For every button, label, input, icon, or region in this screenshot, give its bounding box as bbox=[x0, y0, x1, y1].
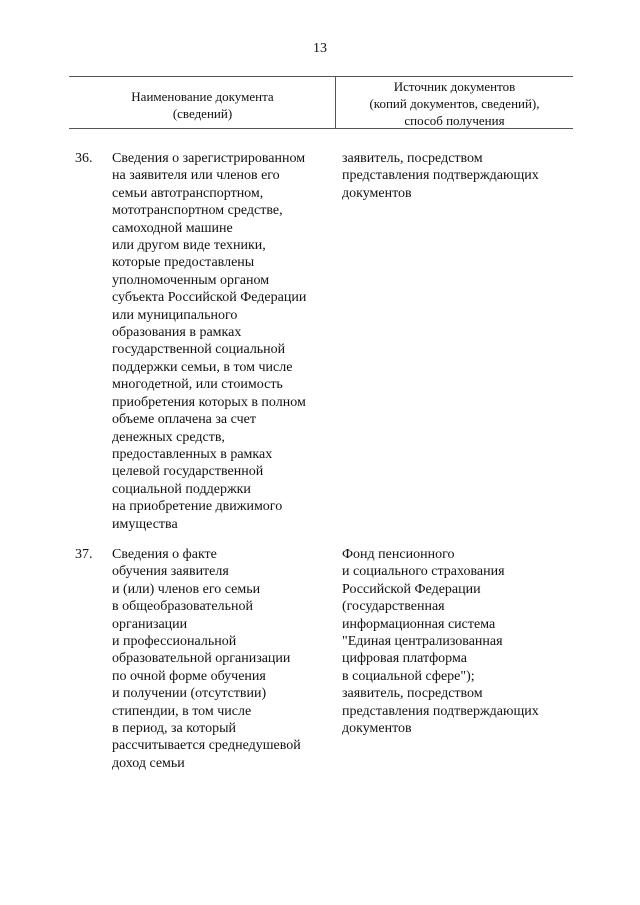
row-36-name-line: социальной поддержки bbox=[112, 481, 251, 497]
row-36-name-line: образования в рамках bbox=[112, 325, 242, 341]
row-36-source-line: документов bbox=[342, 185, 412, 201]
header-document-source bbox=[336, 78, 573, 129]
row-37-source-line: и социального страхования bbox=[342, 564, 505, 580]
row-37-source-line: документов bbox=[342, 721, 412, 737]
row-36-name-line: мототранспортном средстве, bbox=[112, 203, 283, 219]
row-36-name-line: на заявителя или членов его bbox=[112, 168, 280, 184]
row-36-number: 36. bbox=[75, 151, 93, 166]
row-37-source-line: Фонд пенсионного bbox=[342, 547, 455, 562]
row-37-source-line: цифровая платформа bbox=[342, 651, 467, 667]
row-37-source-line: "Единая централизованная bbox=[342, 634, 503, 650]
row-36-name-line: самоходной машине bbox=[112, 220, 233, 236]
row-36-source-line: представления подтверждающих bbox=[342, 168, 539, 184]
row-37-name-line: Сведения о факте bbox=[112, 547, 217, 562]
header-document-source-line: Источник документов bbox=[393, 79, 516, 94]
header-document-source-line: способ получения bbox=[404, 113, 505, 128]
row-36-name-line: многодетной, или стоимость bbox=[112, 377, 283, 393]
row-36-name-line: субъекта Российской Федерации bbox=[112, 290, 307, 306]
row-37-name-line: в общеобразовательной bbox=[112, 599, 253, 615]
row-37-source-line: информационная система bbox=[342, 616, 496, 632]
row-36-name-line: государственной социальной bbox=[112, 342, 286, 358]
row-37-name-line: организации bbox=[112, 616, 188, 632]
row-36-name-line: денежных средств, bbox=[112, 429, 225, 445]
row-36-name-line: или другом виде техники, bbox=[112, 238, 266, 254]
row-37-name-line: образовательной организации bbox=[112, 651, 291, 667]
row-37-source-line: Российской Федерации bbox=[342, 581, 481, 597]
header-document-name-line: (сведений) bbox=[172, 106, 233, 121]
row-37-document-name bbox=[112, 546, 332, 772]
row-37-source-line: (государственная bbox=[342, 599, 445, 615]
row-37-name-line: доход семьи bbox=[112, 755, 185, 771]
row-37-name-line: стипендии, в том числе bbox=[112, 703, 252, 719]
row-37-name-line: обучения заявителя bbox=[112, 564, 229, 580]
table-header-top-rule bbox=[69, 76, 573, 77]
row-37-number: 37. bbox=[75, 547, 93, 562]
row-37-name-line: в период, за который bbox=[112, 721, 237, 737]
header-document-name bbox=[70, 88, 335, 122]
header-document-name-line: Наименование документа bbox=[131, 89, 274, 104]
row-37-name-line: рассчитывается среднедушевой bbox=[112, 738, 301, 754]
row-36-name-line: семьи автотранспортном, bbox=[112, 185, 264, 201]
row-37-document-source bbox=[342, 546, 574, 737]
row-37-source-line: представления подтверждающих bbox=[342, 703, 539, 719]
row-36-name-line: объеме оплачена за счет bbox=[112, 412, 256, 428]
row-36-document-name bbox=[112, 150, 332, 533]
row-36-name-line: целевой государственной bbox=[112, 464, 264, 480]
row-36-name-line: предоставленных в рамках bbox=[112, 446, 273, 462]
row-36-name-line: имущества bbox=[112, 516, 178, 532]
page-number: 13 bbox=[313, 41, 327, 56]
row-36-source-line: заявитель, посредством bbox=[342, 151, 483, 166]
row-36-name-line: приобретения которых в полном bbox=[112, 394, 306, 410]
row-36-document-source bbox=[342, 150, 574, 202]
row-36-name-line: на приобретение движимого bbox=[112, 499, 283, 515]
row-36-name-line: уполномоченным органом bbox=[112, 272, 270, 288]
row-37-name-line: по очной форме обучения bbox=[112, 668, 266, 684]
row-37-name-line: и профессиональной bbox=[112, 634, 237, 650]
row-36-name-line: которые предоставлены bbox=[112, 255, 255, 271]
row-37-name-line: и получении (отсутствии) bbox=[112, 686, 267, 702]
header-document-source-line: (копий документов, сведений), bbox=[369, 96, 540, 111]
row-36-name-line: Сведения о зарегистрированном bbox=[112, 151, 306, 166]
row-37-source-line: в социальной сфере"); bbox=[342, 668, 475, 684]
row-36-name-line: поддержки семьи, в том числе bbox=[112, 359, 293, 375]
row-37-name-line: и (или) членов его семьи bbox=[112, 581, 261, 597]
row-36-name-line: или муниципального bbox=[112, 307, 238, 323]
row-37-source-line: заявитель, посредством bbox=[342, 686, 483, 702]
